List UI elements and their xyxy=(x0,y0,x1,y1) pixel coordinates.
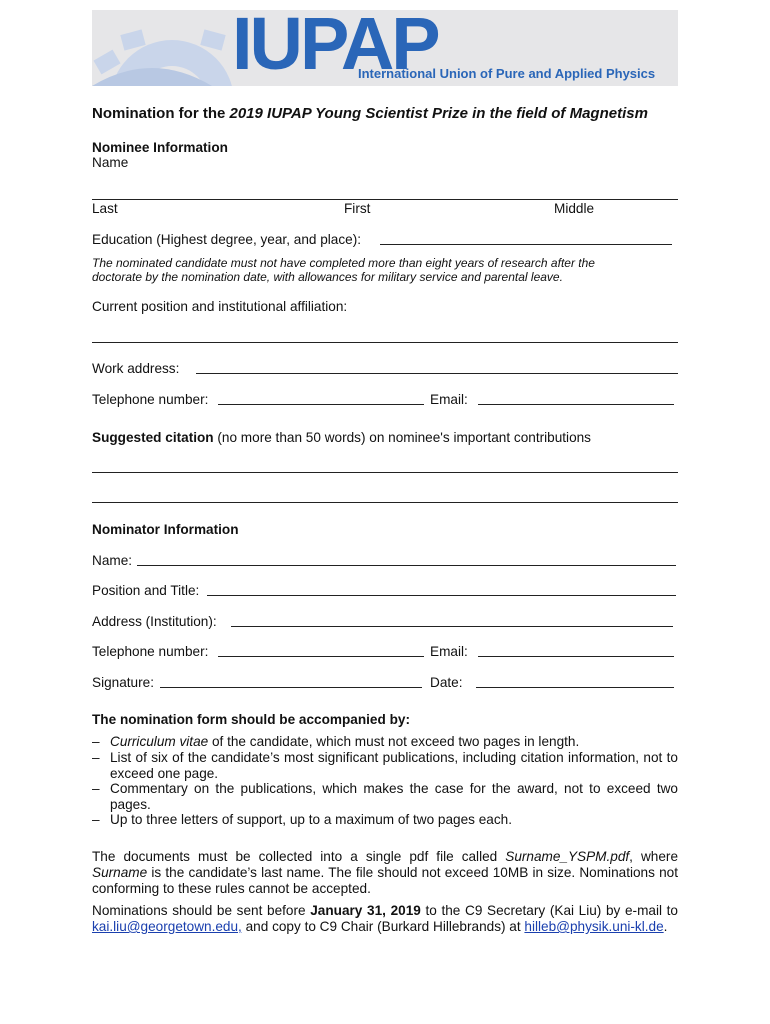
p1-c: is the candidate’s last name. The file should not exceed 10MB in size. Nominations not conforming to these rules cannot be accepted. xyxy=(92,865,678,896)
last-label: Last xyxy=(92,201,118,216)
page-title xyxy=(92,106,648,122)
nominee-telephone-field[interactable] xyxy=(218,404,424,405)
education-label: Education (Highest degree, year, and place): xyxy=(92,232,362,247)
nominator-heading: Nominator Information xyxy=(92,522,239,537)
list-item-text: Commentary on the publications, which makes the case for the award, not to exceed two pages. xyxy=(110,781,678,812)
list-item xyxy=(92,812,678,828)
logo-wordmark: IUPAP xyxy=(232,10,438,85)
eligibility-note-2: doctorate by the nomination date, with allowances for military service and parental leave. xyxy=(92,270,563,284)
citation-field-line-2[interactable] xyxy=(92,502,678,503)
nominator-telephone-field[interactable] xyxy=(218,656,424,657)
nominator-position-label: Position and Title: xyxy=(92,583,200,598)
p2-c: and copy to C9 Chair (Burkard Hillebrands) at xyxy=(241,919,525,934)
p1-surname: Surname xyxy=(92,865,148,880)
p2-d: . xyxy=(663,919,668,934)
eligibility-note-1: The nominated candidate must not have completed more than eight years of research after the xyxy=(92,256,595,270)
chair-email-link[interactable]: hilleb@physik.uni-kl.de xyxy=(524,919,664,934)
list-dash: – xyxy=(92,812,100,827)
list-item-text xyxy=(110,734,678,750)
nominee-email-label: Email: xyxy=(430,392,468,407)
p2-a: Nominations should be sent before xyxy=(92,903,311,918)
nominator-name-field[interactable] xyxy=(137,565,676,566)
list-dash: – xyxy=(92,734,100,749)
p1-a: The documents must be collected into a single pdf file called xyxy=(92,849,506,864)
nominator-telephone-label: Telephone number: xyxy=(92,644,209,659)
nominator-address-label: Address (Institution): xyxy=(92,614,217,629)
citation-heading xyxy=(92,430,591,446)
citation-heading-bold: Suggested citation xyxy=(92,430,214,445)
p1-b: , where xyxy=(629,849,679,864)
nominator-address-field[interactable] xyxy=(231,626,673,627)
accompany-heading: The nomination form should be accompanied by: xyxy=(92,712,410,727)
work-address-label: Work address: xyxy=(92,361,180,376)
list-item-text: Up to three letters of support, up to a maximum of two pages each. xyxy=(110,812,512,827)
middle-label: Middle xyxy=(554,201,595,216)
title-prefix: Nomination for the xyxy=(92,105,230,122)
nominee-email-field[interactable] xyxy=(478,404,674,405)
citation-note: (no more than 50 words) on nominee's important contributions xyxy=(213,430,591,445)
nominator-position-field[interactable] xyxy=(207,595,676,596)
first-label: First xyxy=(344,201,371,216)
logo-subtitle: International Union of Pure and Applied Physics xyxy=(358,66,656,81)
nominator-email-field[interactable] xyxy=(478,656,674,657)
list-dash: – xyxy=(92,781,100,796)
nominee-heading: Nominee Information xyxy=(92,140,228,155)
nominator-email-label: Email: xyxy=(430,644,468,659)
nominee-name-field[interactable] xyxy=(92,199,678,200)
list-item xyxy=(92,734,678,750)
nominator-name-label: Name: xyxy=(92,553,133,568)
nominee-telephone-label: Telephone number: xyxy=(92,392,209,407)
date-label: Date: xyxy=(430,675,463,690)
p1-file: Surname_YSPM.pdf xyxy=(505,849,630,864)
documents-paragraph xyxy=(92,849,678,897)
list-dash: – xyxy=(92,750,100,765)
education-field[interactable] xyxy=(380,244,672,245)
citation-field-line-1[interactable] xyxy=(92,472,678,473)
signature-label: Signature: xyxy=(92,675,154,690)
work-address-field[interactable] xyxy=(196,373,678,374)
cv-emphasis: Curriculum vitae xyxy=(110,734,209,749)
name-label: Name xyxy=(92,155,129,170)
position-field[interactable] xyxy=(92,342,678,343)
title-emphasis: 2019 IUPAP Young Scientist Prize in the field of Magnetism xyxy=(229,105,648,122)
item1-rest: of the candidate, which must not exceed two pages in length. xyxy=(208,734,580,749)
list-item-text: List of six of the candidate’s most significant publications, including citation information, not to exceed one page. xyxy=(110,750,678,781)
date-field[interactable] xyxy=(476,687,674,688)
list-item xyxy=(92,781,678,812)
p2-b: to the C9 Secretary (Kai Liu) by e-mail to xyxy=(420,903,678,918)
signature-field[interactable] xyxy=(160,687,422,688)
list-item xyxy=(92,750,678,781)
deadline: January 31, 2019 xyxy=(310,903,421,918)
secretary-email-link[interactable]: kai.liu@georgetown.edu, xyxy=(92,919,242,934)
header-banner xyxy=(92,10,678,86)
submission-paragraph xyxy=(92,903,678,935)
position-label: Current position and institutional affiliation: xyxy=(92,299,348,314)
